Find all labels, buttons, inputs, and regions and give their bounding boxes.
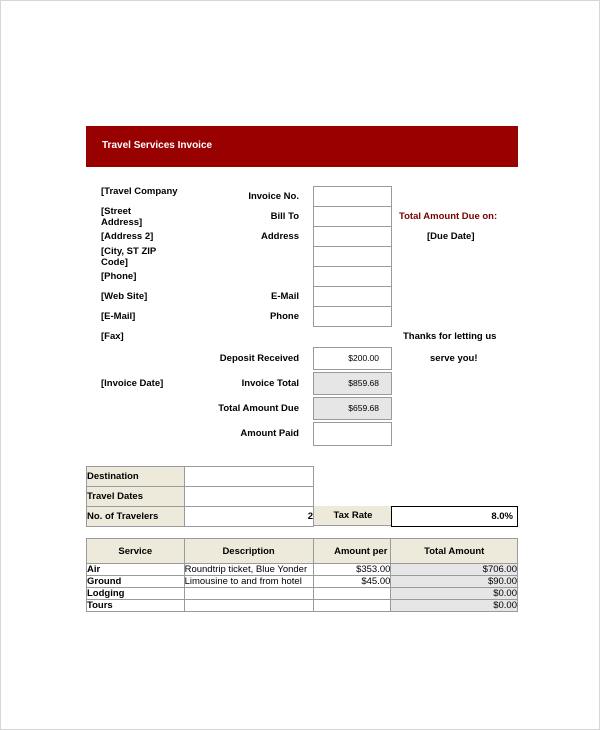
label-deposit-received: Deposit Received: [219, 353, 299, 364]
amount-paid-field[interactable]: [313, 422, 392, 446]
invoice-no-field[interactable]: [313, 186, 392, 207]
label-total-amount-due: Total Amount Due: [218, 403, 299, 414]
tax-rate-label: Tax Rate: [314, 506, 392, 526]
destination-label: Destination: [87, 467, 185, 487]
amount-per-cell[interactable]: $353.00: [313, 564, 391, 576]
bill-to-field[interactable]: [313, 206, 392, 227]
travelers-field[interactable]: 2: [184, 507, 313, 527]
company-website[interactable]: [Web Site]: [101, 291, 148, 302]
travelers-label: No. of Travelers: [87, 507, 185, 527]
travel-dates-field[interactable]: [184, 487, 313, 507]
thanks-line-1: Thanks for letting us: [403, 331, 497, 342]
title-banner: [86, 126, 518, 167]
amount-per-cell[interactable]: [313, 600, 391, 612]
travelers-row: [87, 507, 314, 527]
total-amount-cell: $0.00: [391, 600, 518, 612]
services-header-row: [87, 539, 518, 564]
description-cell[interactable]: [184, 588, 313, 600]
label-address: Address: [260, 231, 299, 242]
service-cell[interactable]: Tours: [87, 600, 185, 612]
service-cell[interactable]: Ground: [87, 576, 185, 588]
label-phone: Phone: [269, 311, 299, 322]
total-amount-due-on-label: Total Amount Due on:: [399, 211, 498, 222]
services-table: [86, 538, 518, 612]
label-email: E-Mail: [271, 291, 299, 302]
label-bill-to: Bill To: [270, 211, 299, 222]
phone-field[interactable]: [313, 306, 392, 327]
company-phone[interactable]: [Phone]: [101, 271, 137, 282]
description-cell[interactable]: Roundtrip ticket, Blue Yonder: [184, 564, 313, 576]
total-amount-cell: $0.00: [391, 588, 518, 600]
table-row: [87, 600, 518, 612]
header-amount-per: Amount per: [313, 539, 391, 564]
company-name[interactable]: [Travel Company: [101, 186, 178, 197]
email-field[interactable]: [313, 286, 392, 307]
company-city[interactable]: [City, ST ZIP Code]: [101, 246, 157, 268]
company-email[interactable]: [E-Mail]: [101, 311, 136, 322]
total-amount-cell: $706.00: [391, 564, 518, 576]
service-cell[interactable]: Air: [87, 564, 185, 576]
invoice-total-field: $859.68: [313, 372, 392, 395]
table-row: [87, 588, 518, 600]
deposit-received-field[interactable]: $200.00: [313, 347, 392, 370]
total-amount-due-field: $659.68: [313, 397, 392, 420]
invoice-title: Travel Services Invoice: [102, 140, 213, 151]
service-cell[interactable]: Lodging: [87, 588, 185, 600]
header-total-amount: Total Amount: [391, 539, 518, 564]
header-service: Service: [87, 539, 185, 564]
destination-row: [87, 467, 314, 487]
destination-field[interactable]: [184, 467, 313, 487]
invoice-date[interactable]: [Invoice Date]: [101, 378, 164, 389]
amount-per-cell[interactable]: [313, 588, 391, 600]
label-invoice-total: Invoice Total: [241, 378, 299, 389]
address-field-3[interactable]: [313, 266, 392, 287]
header-description: Description: [184, 539, 313, 564]
table-row: [87, 576, 518, 588]
address-field-1[interactable]: [313, 226, 392, 247]
company-fax[interactable]: [Fax]: [101, 331, 124, 342]
travel-dates-label: Travel Dates: [87, 487, 185, 507]
description-cell[interactable]: Limousine to and from hotel: [184, 576, 313, 588]
due-date[interactable]: [Due Date]: [427, 231, 475, 242]
thanks-line-2: serve you!: [430, 353, 478, 364]
total-amount-cell: $90.00: [391, 576, 518, 588]
table-row: [87, 564, 518, 576]
amount-per-cell[interactable]: $45.00: [313, 576, 391, 588]
company-address2[interactable]: [Address 2]: [101, 231, 154, 242]
travel-dates-row: [87, 487, 314, 507]
tax-rate-field[interactable]: 8.0%: [391, 506, 518, 527]
company-street[interactable]: [Street Address]: [101, 206, 143, 228]
description-cell[interactable]: [184, 600, 313, 612]
label-invoice-no: Invoice No.: [248, 191, 299, 202]
trip-details-table: [86, 466, 314, 527]
address-field-2[interactable]: [313, 246, 392, 267]
label-amount-paid: Amount Paid: [240, 428, 299, 439]
